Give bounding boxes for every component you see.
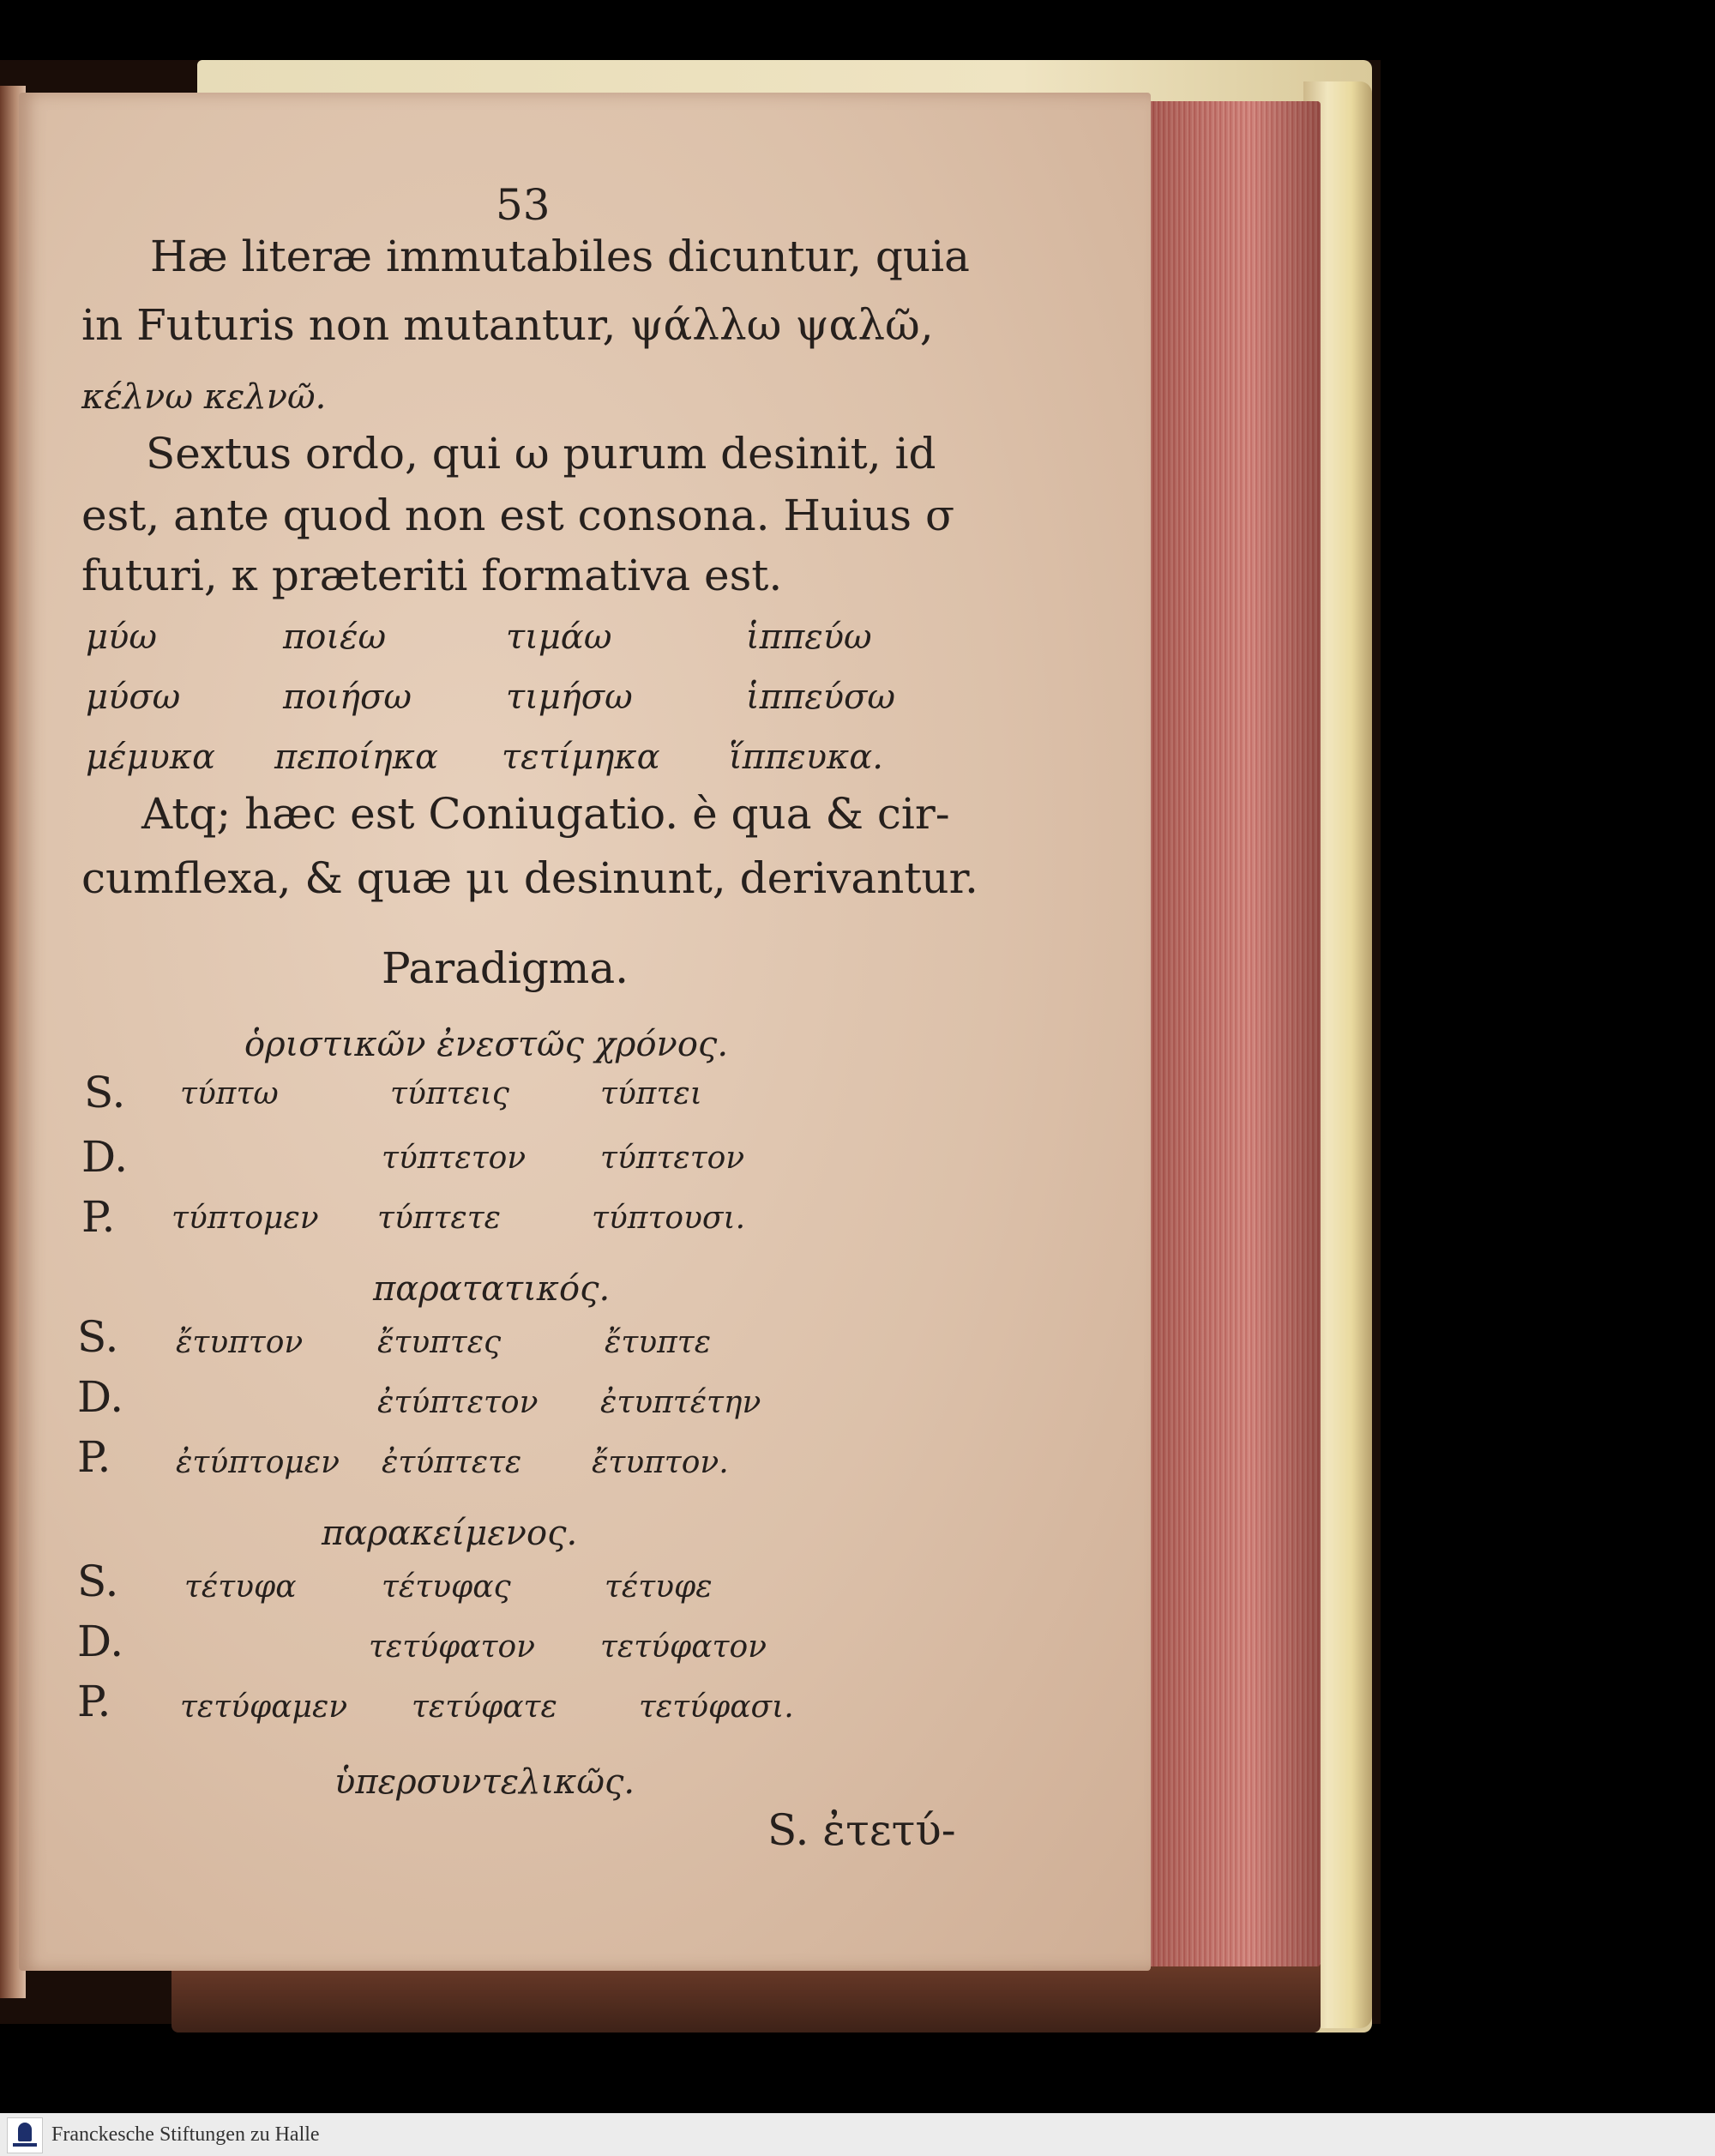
text-line-4: Sextus ordo, qui ω purum desinit, id	[146, 429, 936, 479]
cover-bottom-edge	[172, 1964, 1321, 2033]
verb-form: τετύφατον	[369, 1629, 536, 1665]
number-label: S.	[84, 1068, 126, 1117]
verb-form: τετύφατον	[600, 1629, 767, 1665]
number-label: S.	[77, 1312, 119, 1362]
tense-title: παρακείμενος.	[322, 1514, 578, 1553]
number-label: D.	[81, 1132, 129, 1182]
page-edges-shading	[1145, 101, 1321, 1966]
verb-cell: μέμυκα	[86, 738, 216, 777]
verb-form: ἐτύπτετον	[377, 1385, 539, 1420]
verb-form: ἐτύπτετε	[382, 1445, 522, 1480]
verb-form: τύπτουσι.	[592, 1201, 746, 1236]
number-label: S.	[77, 1557, 119, 1606]
verb-cell: μύσω	[86, 678, 181, 717]
verb-cell: ἵππευκα.	[729, 738, 883, 777]
verb-cell: ποιήσω	[283, 678, 412, 717]
verb-form: ἔτυπτες	[377, 1325, 502, 1360]
text-line-1: Hæ literæ immutabiles dicuntur, quia	[150, 232, 970, 281]
verb-form: τύπτω	[180, 1076, 279, 1111]
tense-title: παρατατικός.	[373, 1269, 611, 1309]
text-line-7: Atq; hæc est Coniugatio. è qua & cir-	[141, 789, 950, 839]
verb-cell: ποιέω	[283, 617, 387, 657]
verb-form: τύπτετον	[600, 1141, 745, 1176]
verb-form: τετύφασι.	[639, 1689, 794, 1725]
text-line-5: est, ante quod non est consona. Huius σ	[81, 491, 955, 540]
number-label: D.	[77, 1372, 124, 1422]
verb-cell: τιμήσω	[506, 678, 633, 717]
tense-title: ὁριστικῶν ἐνεστῶς χρόνος.	[244, 1025, 729, 1064]
number-label: D.	[77, 1617, 124, 1666]
number-label: P.	[77, 1432, 111, 1482]
number-label: P.	[81, 1192, 116, 1242]
verb-form: ἐτύπτομεν	[176, 1445, 340, 1480]
verb-form: τετύφατε	[412, 1689, 557, 1725]
verb-cell: τετίμηκα	[502, 738, 660, 777]
text-line-6: futuri, κ præteriti formativa est.	[81, 551, 783, 600]
catchword: S. ἐτετύ-	[767, 1805, 956, 1855]
verb-form: τύπτομεν	[172, 1201, 319, 1236]
institution-logo-icon	[7, 2117, 43, 2153]
verb-form: τύπτετον	[382, 1141, 527, 1176]
verb-cell: ἱππεύσω	[746, 678, 895, 717]
footer-credit: Franckesche Stiftungen zu Halle	[51, 2123, 320, 2146]
verb-cell: πεποίηκα	[274, 738, 439, 777]
verb-form: ἔτυπτον	[176, 1325, 304, 1360]
number-label: P.	[77, 1677, 111, 1726]
text-line-8: cumflexa, & quæ μι desinunt, derivantur.	[81, 853, 978, 903]
verb-form: ἐτυπτέτην	[600, 1385, 761, 1420]
verb-form: τέτυφα	[184, 1569, 297, 1605]
verb-form: τέτυφας	[382, 1569, 511, 1605]
verb-form: τετύφαμεν	[180, 1689, 348, 1725]
page-number: 53	[496, 180, 551, 230]
text-line-2: in Futuris non mutantur, ψάλλω ψαλῶ,	[81, 300, 934, 350]
verb-form: τέτυφε	[605, 1569, 713, 1605]
text-line-3: κέλνω κελνῶ.	[81, 377, 327, 417]
paradigm-heading: Paradigma.	[382, 943, 629, 993]
verb-cell: μύω	[86, 617, 157, 657]
verb-cell: ἱππεύω	[746, 617, 872, 657]
verb-form: τύπτετε	[377, 1201, 501, 1236]
verb-form: τύπτεις	[390, 1076, 509, 1111]
verb-form: ἔτυπτε	[605, 1325, 712, 1360]
verb-form: ἔτυπτον.	[592, 1445, 729, 1480]
next-tense-title: ὑπερσυντελικῶς.	[334, 1762, 635, 1802]
footer-bar	[0, 2113, 1715, 2156]
verb-form: τύπτει	[600, 1076, 702, 1111]
verb-cell: τιμάω	[506, 617, 612, 657]
